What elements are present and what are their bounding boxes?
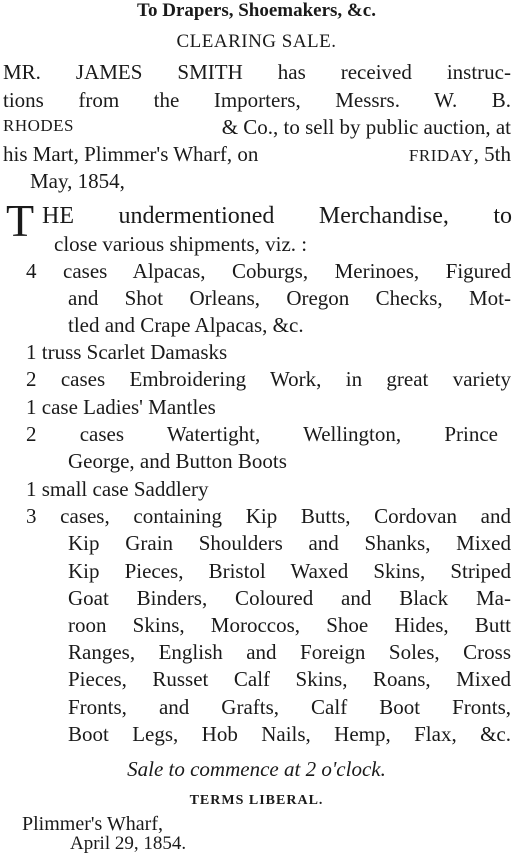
item-7-line-9: Boot Legs, Hob Nails, Hemp, Flax, &c. [68, 722, 511, 746]
item-7-line-8: Fronts, and Grafts, Calf Boot Fronts, [68, 695, 511, 719]
item-5-line-1: 2 cases Watertight, Wellington, Prince [26, 422, 498, 446]
item-7-line-7: Pieces, Russet Calf Skins, Roans, Mixed [68, 667, 511, 691]
intro-line-1: MR. JAMES SMITH has received instruc- [3, 60, 511, 84]
drop-cap: T [6, 195, 35, 246]
advert-subheading: CLEARING SALE. [176, 31, 337, 52]
item-1-line-1: 4 cases Alpacas, Coburgs, Merinoes, Figured [26, 259, 511, 283]
sign-off-place: Plimmer's Wharf, [22, 813, 163, 835]
intro-line-4-day-wrap [409, 144, 511, 165]
item-4: 1 case Ladies' Mantles [26, 395, 216, 419]
item-7-line-6: Ranges, English and Foreign Soles, Cross [68, 640, 511, 664]
intro-line-3 [3, 117, 511, 138]
intro-line-4 [3, 144, 511, 165]
item-6: 1 small case Saddlery [26, 477, 209, 501]
sale-day: FRIDAY [408, 146, 474, 165]
intro-line-5: May, 1854, [30, 169, 125, 193]
intro-line-4-post: , 5th [473, 142, 511, 166]
lead-line-2: close various shipments, viz. : [54, 232, 308, 256]
item-7-line-1: 3 cases, containing Kip Butts, Cordovan and [26, 504, 511, 528]
advert-heading: To Drapers, Shoemakers, &c. [137, 0, 376, 21]
item-2: 1 truss Scarlet Damasks [26, 340, 228, 364]
intro-line-4-pre: his Mart, Plimmer's Wharf, on [3, 142, 259, 166]
item-7-line-2: Kip Grain Shoulders and Shanks, Mixed [68, 531, 511, 555]
intro-line-3-rest: & Co., to sell by public auction, at [221, 115, 511, 139]
item-3: 2 cases Embroidering Work, in great variety [26, 367, 511, 391]
item-5-line-2: George, and Button Boots [68, 449, 287, 473]
sale-time: Sale to commence at 2 o'clock. [127, 757, 386, 781]
item-7-line-5: roon Skins, Moroccos, Shoe Hides, Butt [68, 613, 511, 637]
lead-line-1: HE undermentioned Merchandise, to [42, 203, 512, 229]
terms: TERMS LIBERAL. [189, 793, 324, 808]
importer-name: RHODES [3, 116, 75, 135]
item-1-line-3: tled and Crape Alpacas, &c. [68, 313, 304, 337]
sign-off-date: April 29, 1854. [70, 833, 187, 854]
item-1-line-2: and Shot Orleans, Oregon Checks, Mot- [68, 286, 511, 310]
item-7-line-4: Goat Binders, Coloured and Black Ma- [68, 586, 511, 610]
intro-line-2: tions from the Importers, Messrs. W. B. [3, 88, 511, 112]
item-7-line-3: Kip Pieces, Bristol Waxed Skins, Striped [68, 559, 511, 583]
